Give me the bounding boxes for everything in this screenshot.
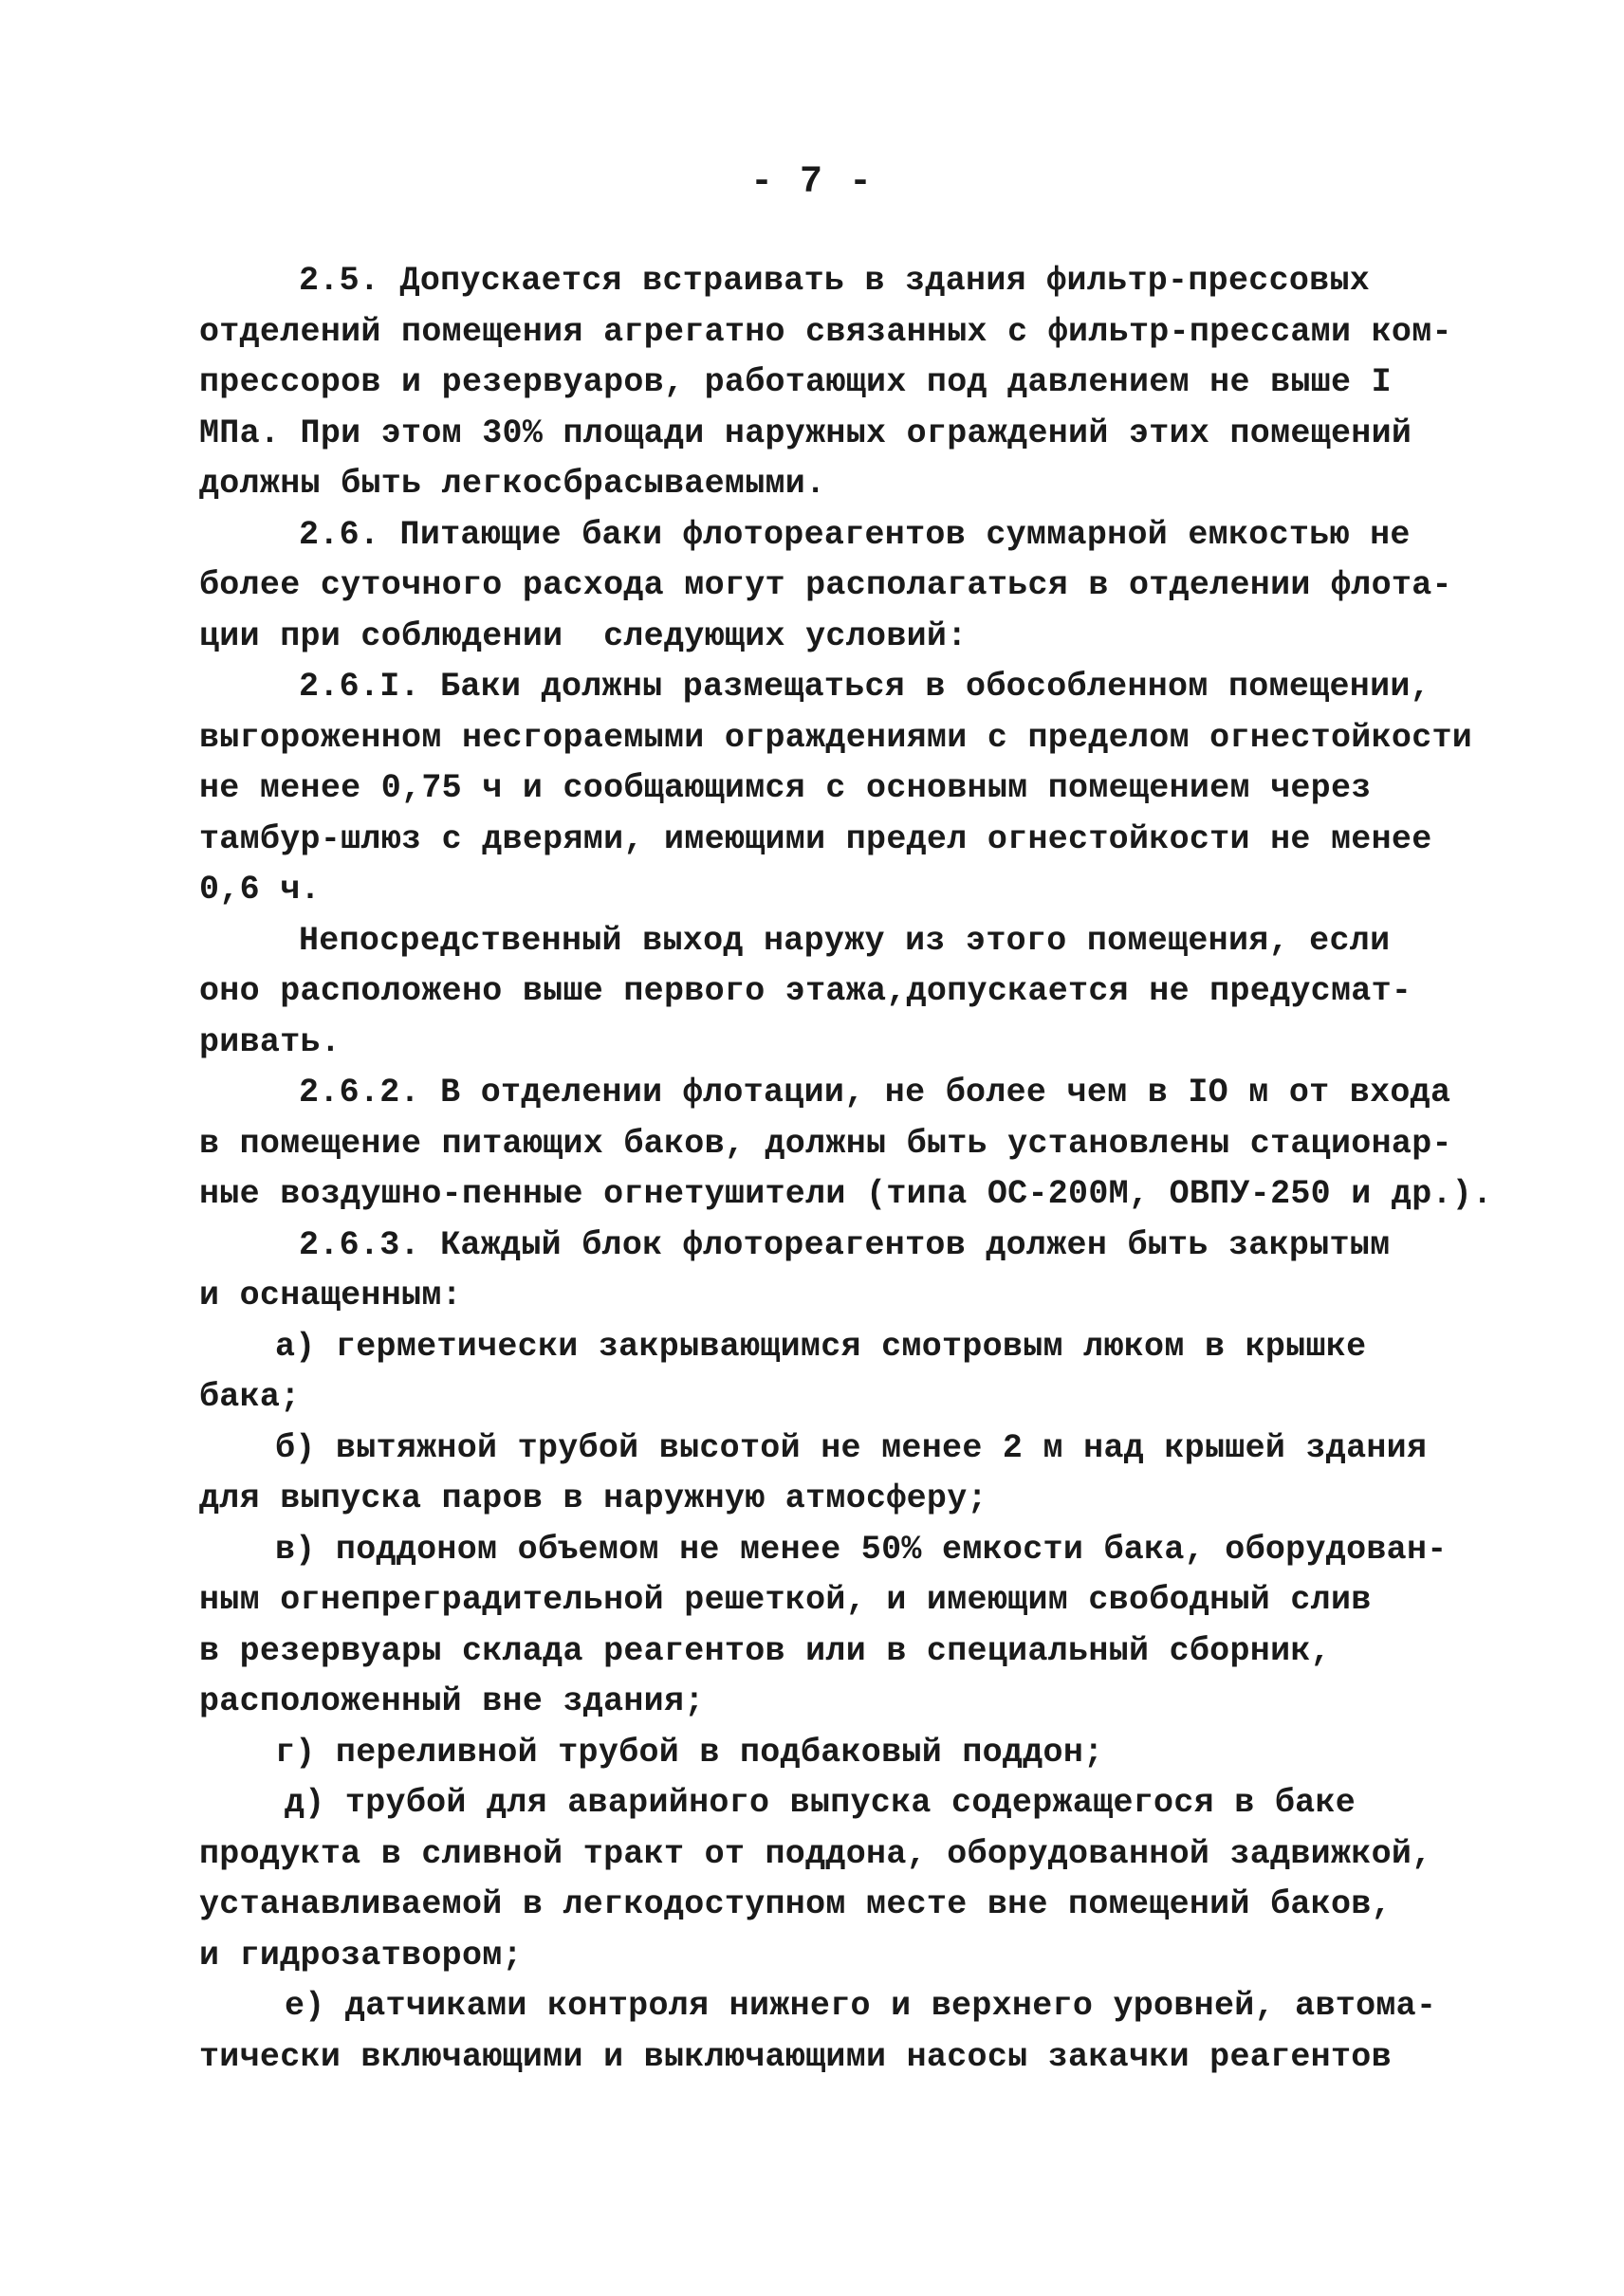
text-line: в) поддоном объемом не менее 50% емкости бака, оборудован- [275,1530,1448,1569]
text-line: 2.5. Допускается встраивать в здания фильтр-прессовых [299,262,1371,300]
text-line: 2.6.2. В отделении флотации, не более чем в IO м от входа [299,1074,1451,1111]
text-line: для выпуска паров в наружную атмосферу; [199,1479,987,1517]
text-line: не менее 0,75 ч и сообщающимся с основным помещением через [199,769,1372,807]
text-line: в резервуары склада реагентов или в специальный сборник, [199,1631,1331,1670]
text-line: ции при соблюдении следующих условий: [199,616,968,655]
text-line: должны быть легкосбрасываемыми. [199,465,826,503]
text-line: е) датчиками контроля нижнего и верхнего уровней, автома- [285,1987,1437,2025]
page-number: - 7 - [749,161,875,204]
text-line: д) трубой для аварийного выпуска содержащегося в баке [285,1784,1356,1822]
text-line: выгороженном несгораемыми ограждениями с пределом огнестойкости [199,718,1473,757]
text-line: бака; [199,1378,301,1416]
text-line: 2.6.I. Баки должны размещаться в обособленном помещении, [299,668,1430,706]
text-line: Непосредственный выход наружу из этого помещения, если [299,921,1391,960]
text-line: МПа. При этом 30% площади наружных ограждений этих помещений [199,413,1412,452]
text-line: отделений помещения агрегатно связанных с фильтр-прессами ком- [199,312,1452,351]
text-line: 0,6 ч. [199,871,321,909]
text-line: ные воздушно-пенные огнетушители (типа ОС-200М, ОВПУ-250 и др.). [199,1175,1493,1213]
text-line: продукта в сливной тракт от поддона, оборудованной задвижкой, [199,1834,1432,1873]
text-line: ривать. [199,1022,341,1061]
text-line: ным огнепреградительной решеткой, и имеющим свободный слив [199,1581,1372,1619]
text-line: более суточного расхода могут располагаться в отделении флота- [199,566,1452,604]
text-line: б) вытяжной трубой высотой не менее 2 м над крышей здания [275,1428,1428,1467]
text-line: г) переливной трубой в подбаковый поддон; [275,1733,1104,1772]
text-line: расположенный вне здания; [199,1682,705,1720]
text-line: устанавливаемой в легкодоступном месте вне помещений баков, [199,1885,1392,1923]
text-line: прессоров и резервуаров, работающих под давлением не выше I [199,363,1392,401]
text-line: а) герметически закрывающимся смотровым люком в крышке [275,1327,1367,1366]
text-line: тически включающими и выключающими насосы закачки реагентов [199,2037,1392,2076]
text-line: тамбур-шлюз с дверями, имеющими предел огнестойкости не менее [199,819,1432,858]
text-line: и гидрозатвором; [199,1936,523,1975]
text-line: оно расположено выше первого этажа,допускается не предусмат- [199,972,1412,1010]
text-line: и оснащенным: [199,1277,462,1314]
text-line: в помещение питающих баков, должны быть установлены стационар- [199,1124,1452,1163]
text-line: 2.6.3. Каждый блок флотореагентов должен быть закрытым [299,1225,1391,1264]
text-line: 2.6. Питающие баки флотореагентов суммарной емкостью не [299,515,1411,554]
document-body [199,256,1508,2083]
